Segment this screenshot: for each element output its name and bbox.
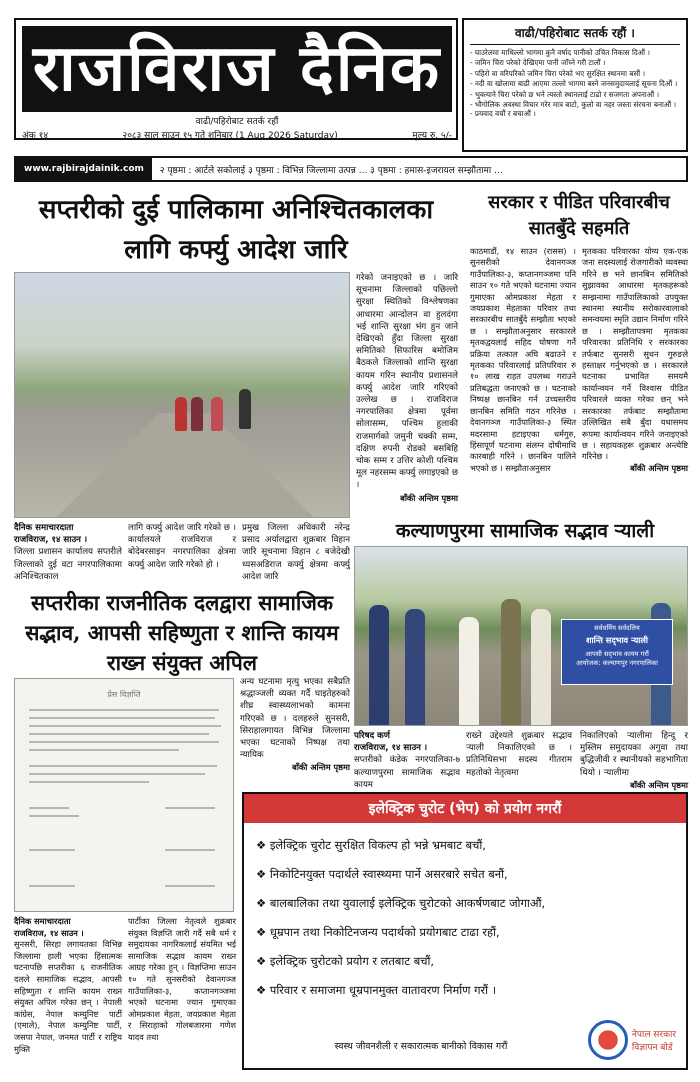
logo-text xyxy=(632,1027,676,1053)
story-text: जिल्ला प्रशासन कार्यालय सप्तरीले जिल्लाको दुई वटा नगरपालिकामा अनिश्चितकाल xyxy=(14,547,122,582)
banner-top-text: सर्वधर्मिय सर्वदलिय xyxy=(594,624,640,632)
letter-text-line xyxy=(29,725,221,727)
rally-col3 xyxy=(580,730,688,791)
ad-item: ❖ इलेक्ट्रिक चुरोट सुरक्षित विकल्प हो भन्ने भ्रमबाट बचौं, xyxy=(256,831,674,860)
masthead-meta xyxy=(22,128,452,141)
page-index-bar xyxy=(14,156,688,182)
story-text: मृतकका परिवारका योग्य एक-एक जना सदस्यलाई रोजगारीको व्यवस्था गरिने छ भने छानबिन समितिको सुझावका आधारमा मृतकहरूको सम्झनामा गाउँपालिकाको उपयुक्त स्थानमा स्थानीय सरोकारवालाको समन्वयमा स्मृति उद्यान निर्माण गरिने छ । सम्झौतापत्रमा मृतकका परिवारका प्रतिनिधि र सरकारका तर्फबाट सुनसरी सुधन गुरुङले हस्ताक्षर गर्नुभएको छ । सरकारले घटनाका प्रभावित समयमै कार्यान्वयन गर्ने विश्वास पीडित परिवारले व्यक्त गरेका छन् भने सरकारका तर्फबाट सम्झौतामा उल्लिखित सबै बुँदा यथासमय रूपमा कार्यान्वयन गरिने जनाइएको छ । सहायकहरू शुक्रबार अन्त्येष्टि गरिनेछ । xyxy=(582,246,688,462)
alert-item: - जमिन चिरा परेको देखिएमा पानी जाँच्ने गरी टालौं । xyxy=(470,58,606,68)
letter-text-line xyxy=(29,709,219,711)
main-story-col1 xyxy=(14,522,122,583)
story-text: काठमाडौं, १४ साउन (रासस) । सुनसरीको देवानगञ्ज गाउँपालिका-३, कप्तानगञ्जमा पनि साउन १० गते भएको घटनामा ज्यान गुमाएका ओमप्रकाश मेहता र जयप्रकाश मेहताका परिवार तथा सरकारबीच सातबुँदे सम्झौता भएको छ । सम्झौताअनुसार सरकारले मृतकद्वयलाई सहिद घोषणा गर्ने प्रक्रिया तत्काल अघि बढाउने र मृतकका परिवारलाई प्रतिपरिवार रु १० लाख राहत उपलब्ध गराउने प्रतिबद्धता जनाएको छ । घटनाको निष्पक्ष छानबिन गर्न उच्चस्तरीय छानबिन समिति गठन गरिनेछ । देवानगञ्ज गाउँपालिका-३ स्थित मदरसामा हटाइएका धर्मगुरु, हिंसापूर्ण घटनामा संलग्न दोषीमाथि कारबाही गरिने । छानबिन पालिने भएको छ । सम्झौताअनुसार xyxy=(470,246,576,473)
story-dateline: राजविराज, १४ साउन । xyxy=(14,927,84,938)
appeal-col2 xyxy=(128,916,236,1044)
rally-headline: कल्याणपुरमा सामाजिक सद्भाव र्‍याली xyxy=(395,520,655,542)
story-text: सुनसरी, सिरहा लगायतका विभिन्न जिल्लामा हाली भएका हिंसात्मक घटनापछि सप्तरीका ६ राजनीतिक दलले सामाजिक सद्भाव, आपसी सहिष्णुता र शान्ति कायम राख्न संयुक्त अपिल गरेका छन् । नेपाली कांग्रेस, नेपाल कम्युनिष्ट पार्टी (एमाले), नेपाल कम्युनिष्ट पार्टी, जसपा नेपाल, जनमत पार्टी र राष्ट्रिय मुक्ति xyxy=(14,939,122,1054)
signature-line xyxy=(29,849,75,851)
rally-col1 xyxy=(354,730,460,791)
letter-heading: प्रेस विज्ञप्ति xyxy=(107,690,141,699)
government-logo xyxy=(588,1020,676,1060)
letter-text-line xyxy=(29,765,217,767)
story-text: अन्य घटनामा मृत्यु भएका सबैप्रति श्रद्धाञ्जली व्यक्त गर्दै घाइतेहरुको शीघ्र स्वास्थ्यलाभको कामना गरिएको छ । दलहरुले सुनसरी, सिराहालगायत विभिन्न जिल्लामा भएका घटनाको निष्पक्ष तथा न्यायिक xyxy=(240,677,350,761)
marcher-figure xyxy=(459,617,479,726)
continued-note: बाँकी अन्तिम पृष्ठमा xyxy=(630,779,688,790)
ad-item: ❖ परिवार र समाजमा धूम्रपानमुक्त वातावरण निर्माण गरौं । xyxy=(256,976,674,1005)
story-text: प्रमुख जिल्ला अधिकारी नरेन्द्र प्रसाद अर्यालद्वारा शुक्रबार विहान जारि सूचनामा विहान ८ बजेदेखी ध्यसअडिराज कर्फ्यु क्षेत्रमा कर्फ्यु आदेश जारि xyxy=(242,523,350,582)
story-text: सप्तरीको कंडेक नगरपालिका-७ कल्याणपुरमा सामाजिक सद्भाव कायम xyxy=(354,755,460,790)
pedestrian-figure xyxy=(239,389,251,429)
curfew-street-photo xyxy=(14,272,350,518)
signature-line xyxy=(29,807,69,809)
banner-sub-text: आपसी सद्‌भाव कायम गरौं xyxy=(585,650,649,658)
alert-item: - पहिरो वा वरिपरिको जमिन चिरा परेको भए सुरक्षित स्थानमा बसौं । xyxy=(470,68,646,78)
masthead xyxy=(14,18,458,140)
appeal-headline: सप्तरीका राजनीतिक दलद्वारा सामाजिक सद्भाव, आपसी सहिष्णुता र शान्ति कायम राख्न संयुक्त अपिल xyxy=(25,590,339,675)
alert-list xyxy=(470,48,680,119)
ad-footer: स्वस्थ जीवनशैली र सकारात्मक बानीको विकास गरौं xyxy=(334,1041,508,1052)
signature-line xyxy=(165,885,215,887)
website-link[interactable]: www.rajbirajdainik.com xyxy=(16,158,152,180)
letter-text-line xyxy=(29,733,209,735)
alert-item: - भौगोलिक अवस्था विचार गरेर मात्र बाटो, कुलो वा नहर जस्ता संरचना बनाऔं । - प्रयवाद वचौं र बचाऔं । xyxy=(470,100,677,119)
issue-number: अंक १४ xyxy=(22,131,49,141)
agreement-col1 xyxy=(470,246,576,474)
story-text: राख्ने उद्देश्यले शुक्रबार सद्भाव र्‍याली निकालिएको छ । प्रतिनिधिसभा सदस्य गीतराम महतोको नेतृत्वमा xyxy=(466,731,572,778)
agreement-headline: सरकार र पीडित परिवारबीच सातबुँदे सहमति xyxy=(488,192,670,239)
continued-note: बाँकी अन्तिम पृष्ठमा xyxy=(400,492,458,503)
police-figure xyxy=(405,609,425,726)
pedestrian-figure xyxy=(191,397,203,431)
story-byline: दैनिक समाचारदाता xyxy=(14,916,71,926)
appeal-side-col xyxy=(240,676,350,774)
marcher-figure xyxy=(531,609,551,726)
appeal-col1 xyxy=(14,916,122,1055)
flood-alert-box xyxy=(462,18,688,152)
ad-item: ❖ निकोटिनयुक्त पदार्थले स्वास्थ्यमा पार्ने असरबारे सचेत बनौं, xyxy=(256,860,674,889)
ad-item: ❖ धूम्रपान तथा निकोटिनजन्य पदार्थको प्रयोगबाट टाढा रहौं, xyxy=(256,918,674,947)
main-story-col3 xyxy=(242,522,350,583)
banner-main-text: शान्ति सद्‌भाव र्‍याली xyxy=(585,635,649,645)
alert-item: - नदी वा खोलामा बाढी आएमा तल्लो भागमा बस्ने जनसमुदायलाई सूचना दिऔं । xyxy=(470,79,678,89)
letter-text-line xyxy=(29,717,215,719)
ad-item: ❖ बालबालिका तथा युवालाई इलेक्ट्रिक चुरोटको आकर्षणबाट जोगाऔं, xyxy=(256,889,674,918)
agreement-col2 xyxy=(582,246,688,474)
letter-text-line xyxy=(29,749,179,751)
issue-price: मूल्य रु. ५/- xyxy=(412,131,452,141)
rally-photo xyxy=(354,546,688,726)
rally-col2 xyxy=(466,730,572,779)
main-headline: सप्तरीको दुई पालिकामा अनिश्चितकालका लागि कर्फ्यु आदेश जारि xyxy=(38,195,434,265)
page-index-links: २ पृष्ठमा : आर्टले सकोलाई ३ पृष्ठमा : विभिन्न जिल्लामा उत्पन्न ... ३ पृष्ठमा : हमास-इजरायल सम्झौतामा ... xyxy=(159,165,503,176)
alert-item: - घाउरेलमा माथिल्लो भागमा कुनै वर्षाद पानीको उचित निकास दिऔं । xyxy=(470,48,650,57)
story-dateline: राजविराज, १४ साउन । xyxy=(14,535,88,546)
story-dateline: राजविराज, १४ साउन । xyxy=(354,743,428,754)
banner-org-text: आयोजक: कल्याणपुर नगरपालिका xyxy=(576,659,658,667)
main-story-body: गरेको जनाइएको छ । जारि सूचनामा जिल्लाको पछिल्लो सुरक्षा स्थितिको विश्लेषणका आधारमा आन्दोलन वा हुलदंगा भई शान्ति सुरक्षा भंग हुन जाने देखिएको हुँदा जिल्ला सुरक्षा समितिको सिफारिस बमोजिम बैठकले जिल्लाको शान्ति सुरक्षा कायम गरिन स्थानीय प्रशासनले कर्फ्यु आदेश जारि गरिएको उल्लेख छ । राजविराज नगरपालिका क्षेत्रमा पूर्वमा सोलासम्म, पश्चिम हुलाकी राजमार्गको जमुनी चक्की सम्म, दक्षिण रुपनी रोडको बसबिहि चोक सम्म र उत्तिर कोशी पश्चिम मूल नहरसम्म कर्फ्यु लगाइएको छ । xyxy=(356,273,458,491)
continued-note: बाँकी अन्तिम पृष्ठमा xyxy=(292,762,350,773)
government-emblem-icon xyxy=(588,1020,628,1060)
signature-line xyxy=(165,849,215,851)
main-story-right-column xyxy=(356,272,458,504)
story-text: पार्टीका जिल्ला नेतृत्वले शुक्रबार संयुक्त विज्ञप्ति जारी गर्दै सबै धर्म र समुदायका नागरिकलाई संयमित भई सामाजिक सद्भाव कायम राख्न आग्रह गरेका हुन् । विज्ञप्तिमा साउन १० गते सुनसरीको देवानगञ्ज गाउँपालिका-३, कप्तानगञ्जमा भएको घटनामा ज्यान गुमाएका ओमप्रकाश मेहता, जयप्रकाश मेहता र सिराहाको गोलबजारमा गणेश यादव तथा xyxy=(128,916,236,1042)
marcher-figure xyxy=(501,599,521,726)
letter-text-line xyxy=(29,741,219,743)
signature-line xyxy=(165,807,215,809)
ad-list xyxy=(244,823,686,1013)
alert-title: वाढी/पहिरोबाट सतर्क रहौं । xyxy=(470,24,680,45)
masthead-title: राजविराज दैनिक xyxy=(22,26,452,112)
letter-text-line xyxy=(29,781,149,783)
pedestrian-figure xyxy=(211,397,223,431)
press-release-photo xyxy=(14,678,234,912)
story-byline: परिषद कर्ण xyxy=(354,731,390,741)
signature-line xyxy=(29,885,75,887)
masthead-slogan: वाढी/पहिरोबाट सतर्क रहौं xyxy=(195,117,279,127)
alert-item: - भुक्त्याने चिरा परेको छ भने त्यस्तो स्थानलाई टाढो र सजगता अपनाऔं । xyxy=(470,89,660,99)
signature-line xyxy=(29,815,79,817)
ad-item: ❖ इलेक्ट्रिक चुरोटको प्रयोग र लतबाट बचौं, xyxy=(256,947,674,976)
org-line1: नेपाल सरकार xyxy=(631,1030,676,1040)
police-figure xyxy=(369,605,389,726)
continued-note: बाँकी अन्तिम पृष्ठमा xyxy=(630,462,688,473)
main-story-col2 xyxy=(128,522,236,571)
vape-awareness-ad xyxy=(242,792,688,1070)
ad-title: इलेक्ट्रिक चुरोट (भेप) को प्रयोग नगरौं xyxy=(244,794,686,823)
pedestrian-figure xyxy=(175,397,187,431)
story-text: लागि कर्फ्यु आदेश जारि गरेको छ । कार्यालयले राजविराज र बोदेबरसाइन नगरपालिका क्षेत्रमा कर्फ्यु आदेश जारि गरेको हो । xyxy=(128,523,236,570)
org-line2: विज्ञापन बोर्ड xyxy=(631,1043,673,1053)
story-byline: दैनिक समाचारदाता xyxy=(14,523,74,533)
issue-date: २०८३ साल साउन १५ गते शनिबार (1 Aug 2026 Saturday) xyxy=(122,131,338,141)
story-text: निकालिएको र्‍यालीमा हिन्दु र मुस्लिम समुदायका अगुवा तथा बुद्धिजीवी र स्थानीयको सहभागिता थियो । र्‍यालीमा xyxy=(580,731,688,778)
letter-text-line xyxy=(29,773,205,775)
rally-banner xyxy=(561,619,673,685)
